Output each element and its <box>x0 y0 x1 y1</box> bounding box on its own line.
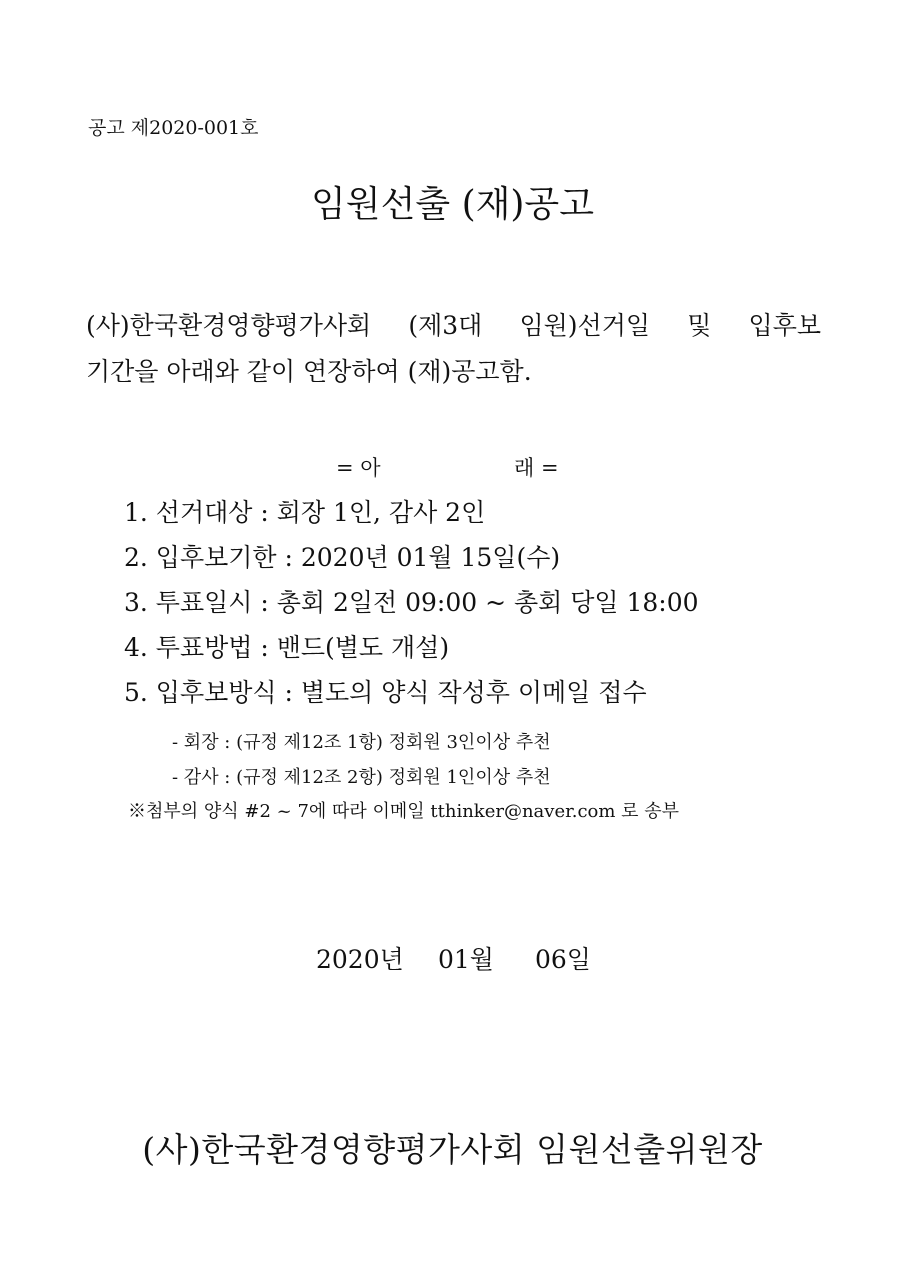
intro-line-2: 기간을 아래와 같이 연장하여 (재)공고함. <box>86 357 532 386</box>
notice-number: 공고 제2020-001호 <box>88 117 259 139</box>
sub-item: - 감사 : (규정 제12조 2항) 정회원 1인이상 추천 <box>172 767 551 788</box>
date-day: 06일 <box>535 945 591 974</box>
date-month: 01월 <box>438 945 494 974</box>
intro-paragraph <box>86 303 821 395</box>
list-item: 2. 입후보기한 : 2020년 01월 15일(수) <box>124 543 561 572</box>
list-item: 3. 투표일시 : 총회 2일전 09:00 ~ 총회 당일 18:00 <box>124 588 699 617</box>
sub-item-list <box>172 725 551 795</box>
date-year: 2020년 <box>316 945 404 974</box>
page-title: 임원선출 (재)공고 <box>311 184 594 225</box>
intro-line-1: (사)한국환경영향평가사회 (제3대 임원)선거일 및 입후보 <box>86 311 821 340</box>
sub-item: - 회장 : (규정 제12조 1항) 정회원 3인이상 추천 <box>172 732 551 753</box>
issuer-signature: (사)한국환경영향평가사회 임원선출위원장 <box>142 1130 763 1169</box>
item-list <box>124 490 699 715</box>
separator-left: = 아 <box>336 456 381 480</box>
attachment-note: ※첨부의 양식 #2 ~ 7에 따라 이메일 tthinker@naver.com 로 송부 <box>128 801 680 822</box>
list-item: 5. 입후보방식 : 별도의 양식 작성후 이메일 접수 <box>124 678 647 707</box>
list-item: 4. 투표방법 : 밴드(별도 개설) <box>124 633 450 662</box>
separator-right: 래 = <box>514 456 559 480</box>
list-item: 1. 선거대상 : 회장 1인, 감사 2인 <box>124 498 486 527</box>
